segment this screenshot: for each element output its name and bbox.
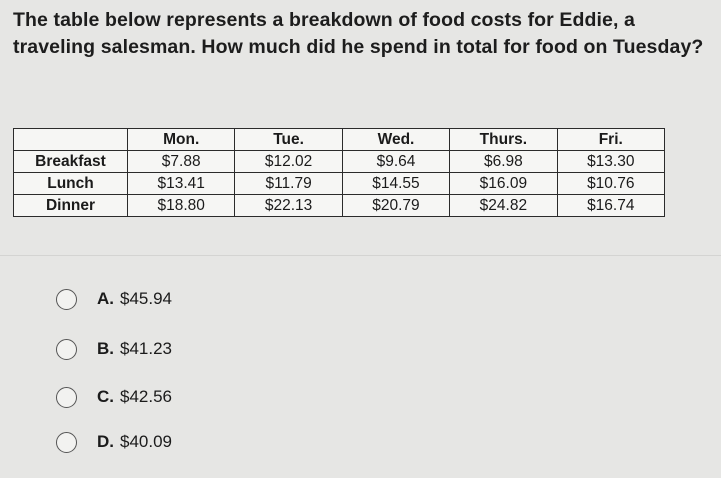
table-cell: $16.74	[557, 195, 664, 217]
row-header: Lunch	[14, 173, 128, 195]
table-cell: $12.02	[235, 151, 342, 173]
divider	[0, 255, 721, 256]
column-header	[14, 129, 128, 151]
column-header: Tue.	[235, 129, 342, 151]
column-header: Fri.	[557, 129, 664, 151]
table-cell: $13.41	[128, 173, 235, 195]
option-text: $42.56	[120, 387, 172, 406]
radio-button[interactable]	[56, 289, 77, 310]
option-letter: C.	[97, 387, 114, 406]
radio-button[interactable]	[56, 339, 77, 360]
radio-button[interactable]	[56, 432, 77, 453]
option-text: $40.09	[120, 432, 172, 451]
table-row	[14, 151, 665, 173]
answer-option-a[interactable]	[56, 285, 172, 313]
row-header: Breakfast	[14, 151, 128, 173]
column-header: Thurs.	[450, 129, 557, 151]
table-cell: $16.09	[450, 173, 557, 195]
table-row	[14, 195, 665, 217]
food-cost-table	[13, 128, 665, 217]
table-cell: $6.98	[450, 151, 557, 173]
column-header: Wed.	[342, 129, 449, 151]
option-text: $41.23	[120, 339, 172, 358]
answer-option-c[interactable]	[56, 383, 172, 411]
table-cell: $14.55	[342, 173, 449, 195]
table-cell: $7.88	[128, 151, 235, 173]
table-cell: $13.30	[557, 151, 664, 173]
option-letter: A.	[97, 289, 114, 308]
table-row	[14, 173, 665, 195]
question-text: The table below represents a breakdown of food costs for Eddie, a traveling salesman. How much did he spend in total for food on Tuesday?	[13, 9, 704, 58]
radio-button[interactable]	[56, 387, 77, 408]
table-header-row	[14, 129, 665, 151]
table-cell: $22.13	[235, 195, 342, 217]
column-header: Mon.	[128, 129, 235, 151]
table-cell: $11.79	[235, 173, 342, 195]
answer-option-b[interactable]	[56, 335, 172, 363]
table-cell: $20.79	[342, 195, 449, 217]
table-cell: $9.64	[342, 151, 449, 173]
answer-option-d[interactable]	[56, 428, 172, 456]
table-cell: $18.80	[128, 195, 235, 217]
option-letter: B.	[97, 339, 114, 358]
table-cell: $10.76	[557, 173, 664, 195]
table-cell: $24.82	[450, 195, 557, 217]
option-letter: D.	[97, 432, 114, 451]
option-text: $45.94	[120, 289, 172, 308]
row-header: Dinner	[14, 195, 128, 217]
